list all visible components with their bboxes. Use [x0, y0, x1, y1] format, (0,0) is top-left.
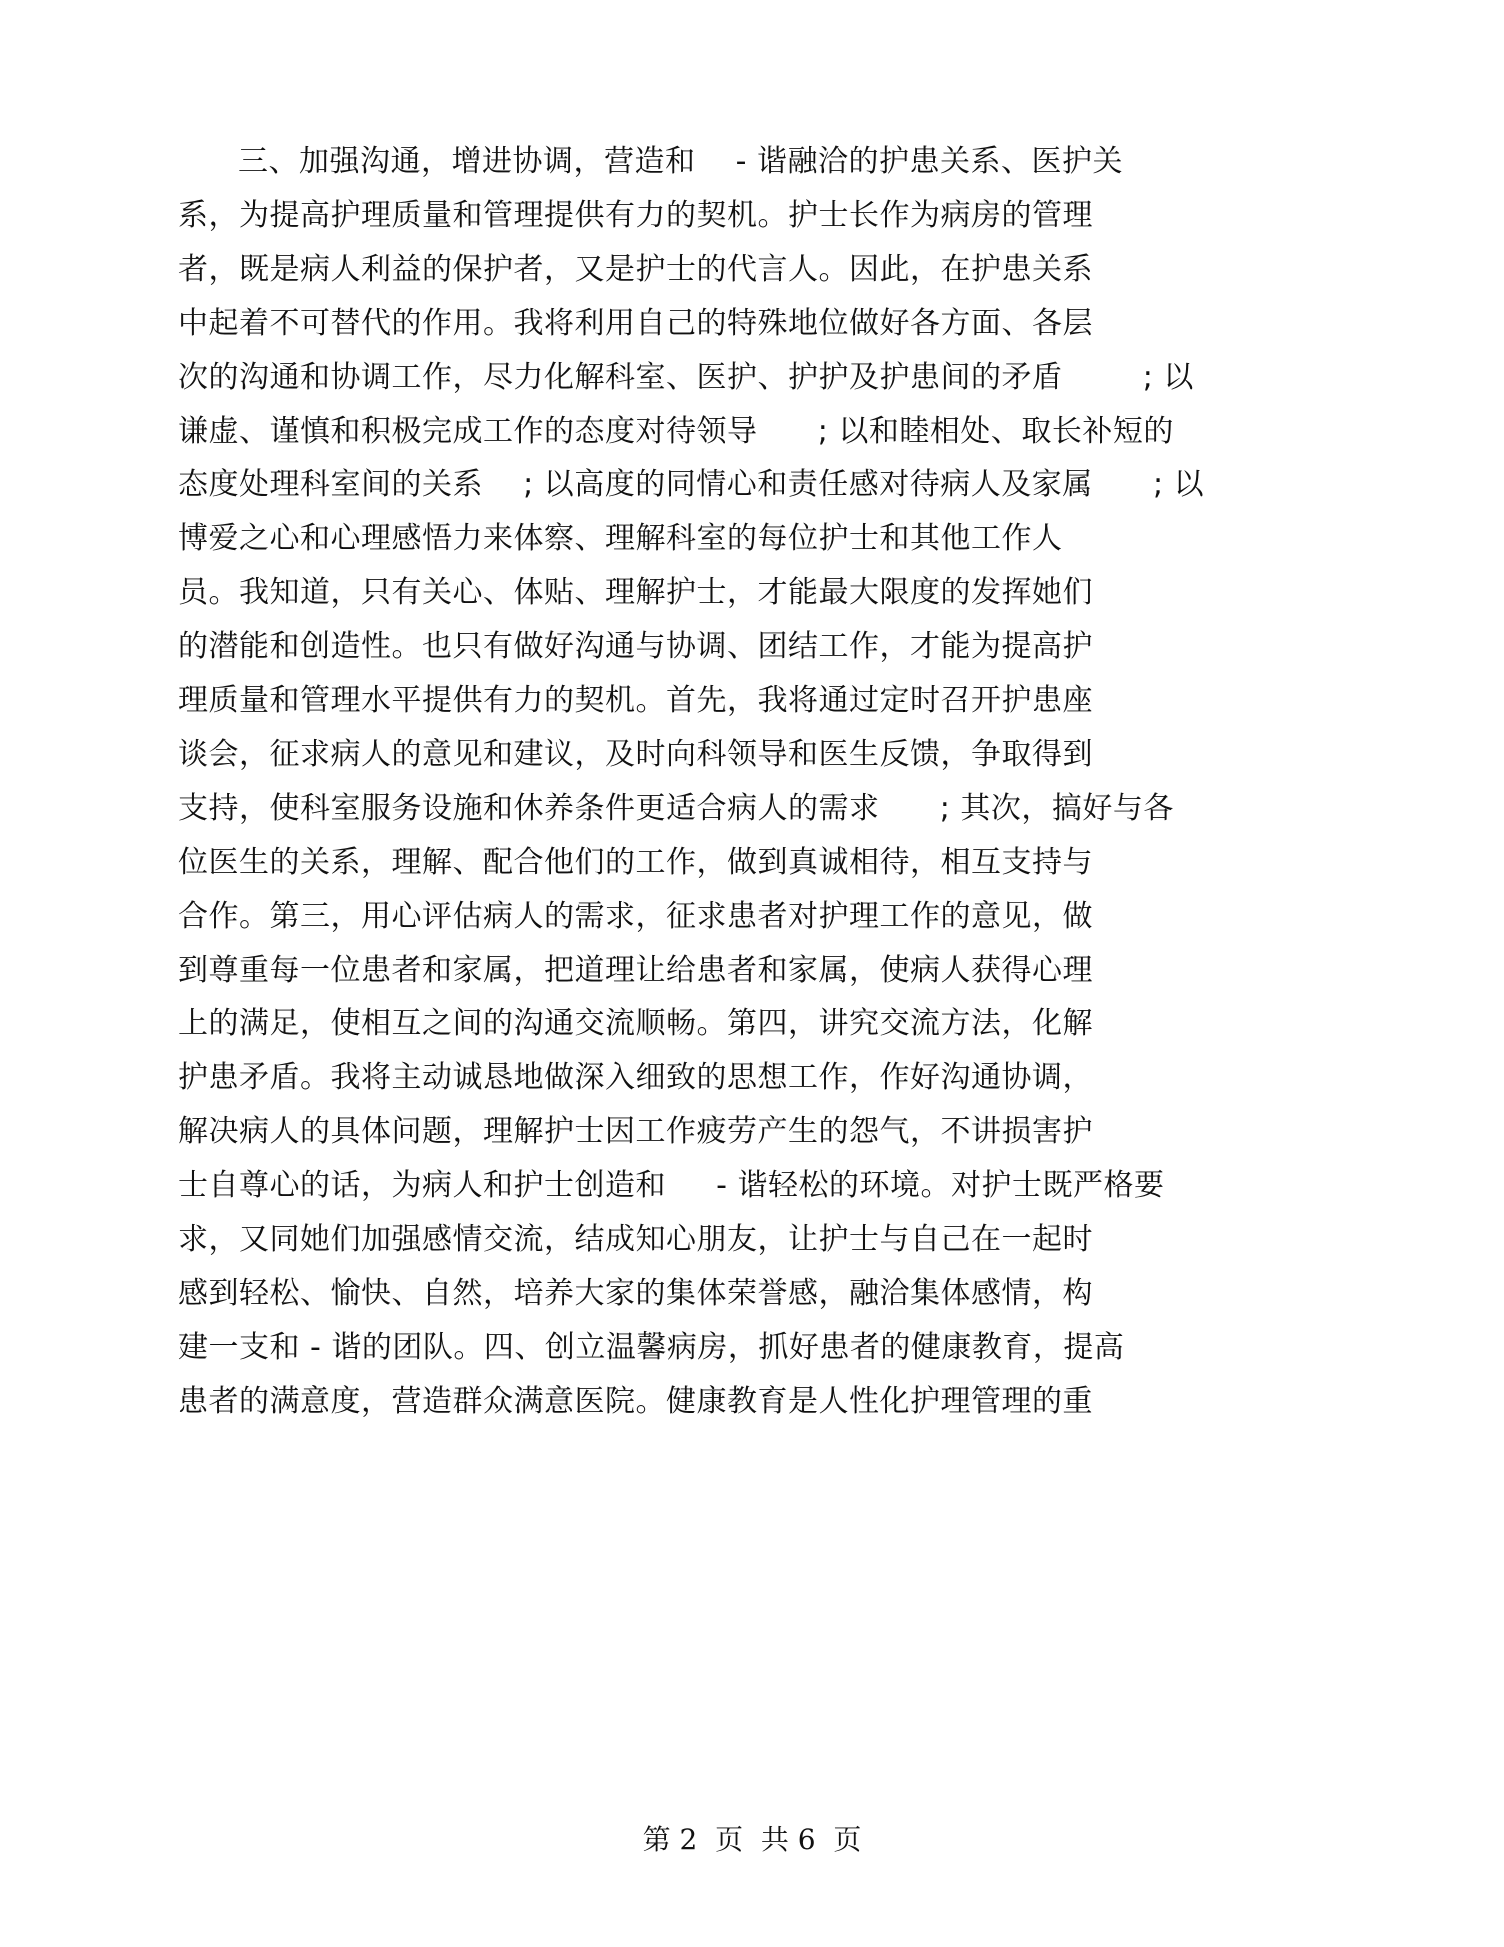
text-line: 士自尊心的话，为病人和护士创造和 - 谐轻松的环境。对护士既严格要 — [178, 1168, 1165, 1203]
text-line: 者，既是病人利益的保护者，又是护士的代言人。因此，在护患关系 — [178, 252, 1093, 287]
text-line: 求，又同她们加强感情交流，结成知心朋友，让护士与自己在一起时 — [178, 1222, 1093, 1257]
text-line: 上的满足，使相互之间的沟通交流顺畅。第四，讲究交流方法，化解 — [178, 1006, 1093, 1041]
text-line: 谈会，征求病人的意见和建议，及时向科领导和医生反馈，争取得到 — [178, 737, 1093, 772]
text-line: 理质量和管理水平提供有力的契机。首先，我将通过定时召开护患座 — [178, 683, 1093, 718]
text-line: 感到轻松、愉快、自然，培养大家的集体荣誉感，融洽集体感情，构 — [178, 1276, 1093, 1311]
text-line: 三、加强沟通，增进协调，营造和 - 谐融洽的护患关系、医护关 — [238, 144, 1124, 179]
text-line: 系，为提高护理质量和管理提供有力的契机。护士长作为病房的管理 — [178, 198, 1093, 233]
text-line: 支持，使科室服务设施和休养条件更适合病人的需求 ; 其次，搞好与各 — [178, 791, 1174, 826]
text-line: 合作。第三，用心评估病人的需求，征求患者对护理工作的意见，做 — [178, 899, 1093, 934]
text-line: 位医生的关系，理解、配合他们的工作，做到真诚相待，相互支持与 — [178, 845, 1093, 880]
text-line: 到尊重每一位患者和家属，把道理让给患者和家属，使病人获得心理 — [178, 953, 1093, 988]
text-line: 解决病人的具体问题，理解护士因工作疲劳产生的怨气，不讲损害护 — [178, 1114, 1093, 1149]
text-line: 次的沟通和协调工作，尽力化解科室、医护、护护及护患间的矛盾 ; 以 — [178, 360, 1194, 395]
text-line: 中起着不可替代的作用。我将利用自己的特殊地位做好各方面、各层 — [178, 306, 1093, 341]
text-line: 态度处理科室间的关系 ; 以高度的同情心和责任感对待病人及家属 ; 以 — [178, 467, 1205, 502]
text-line: 的潜能和创造性。也只有做好沟通与协调、团结工作，才能为提高护 — [178, 629, 1093, 664]
text-line: 谦虚、谨慎和积极完成工作的态度对待领导 ; 以和睦相处、取长补短的 — [178, 414, 1174, 449]
text-line: 患者的满意度，营造群众满意医院。健康教育是人性化护理管理的重 — [178, 1384, 1093, 1419]
text-line: 护患矛盾。我将主动诚恳地做深入细致的思想工作，作好沟通协调， — [178, 1060, 1093, 1095]
text-line: 博爱之心和心理感悟力来体察、理解科室的每位护士和其他工作人 — [178, 521, 1063, 556]
text-line: 建一支和 - 谐的团队。四、创立温馨病房，抓好患者的健康教育，提高 — [178, 1330, 1125, 1365]
page-footer: 第 2 页 共 6 页 — [642, 1823, 862, 1856]
text-line: 员。我知道，只有关心、体贴、理解护士，才能最大限度的发挥她们 — [178, 575, 1093, 610]
